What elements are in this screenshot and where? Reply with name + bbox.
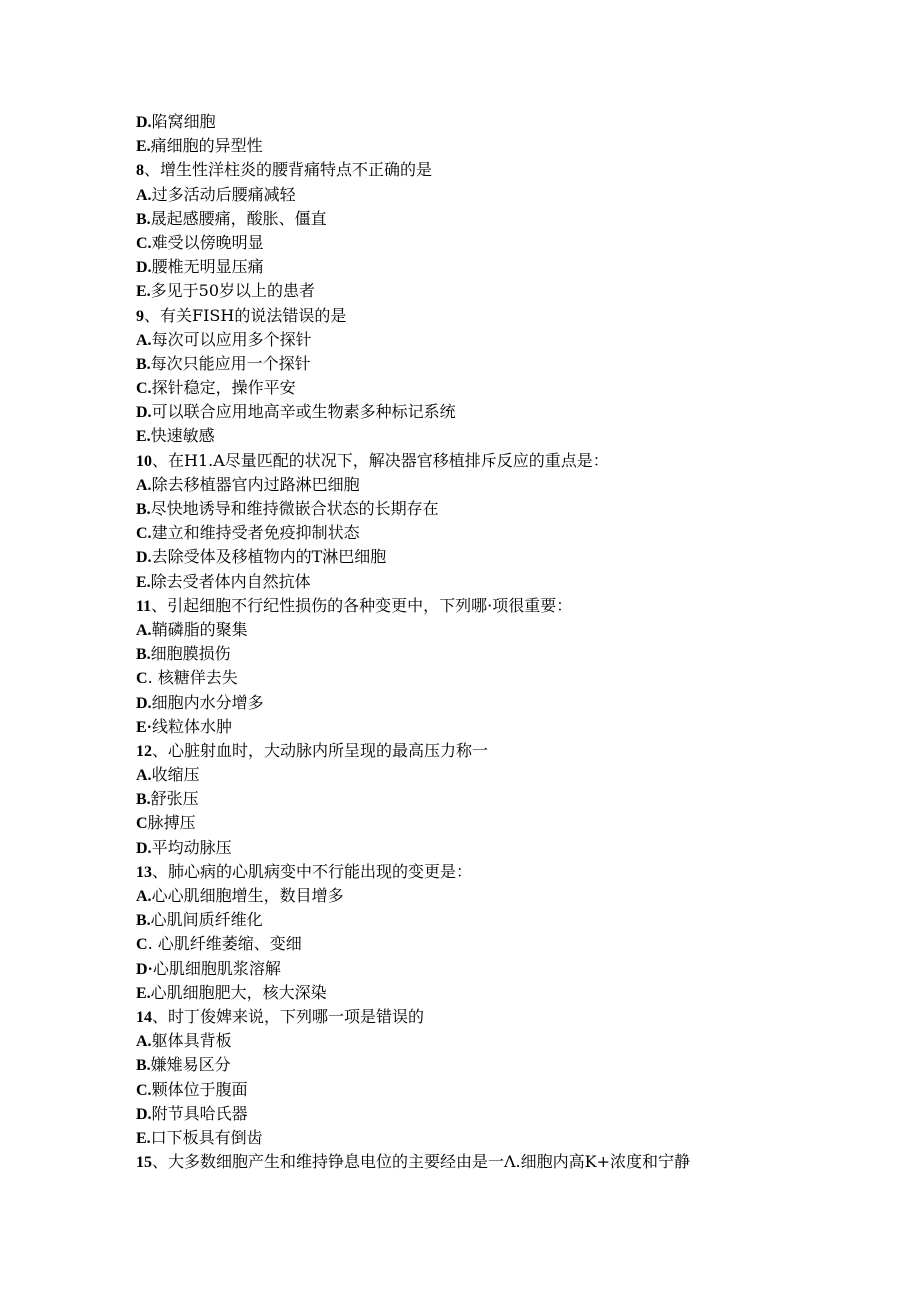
option-letter: C [136, 815, 148, 833]
option-letter: D. [136, 549, 152, 567]
option-letter: B. [136, 646, 151, 664]
question-stem [136, 860, 836, 884]
option-text: 建立和维持受者免疫抑制状态 [151, 523, 360, 543]
answer-option [136, 666, 836, 690]
option-letter: B. [136, 210, 151, 228]
question-number: 14 [136, 1008, 152, 1026]
answer-option [136, 691, 836, 715]
question-stem [136, 1150, 836, 1174]
answer-option [136, 424, 836, 448]
question-number: 12 [136, 742, 152, 760]
question-stem [136, 449, 836, 473]
question-stem [136, 304, 836, 328]
question-stem [136, 739, 836, 763]
option-letter: A. [136, 331, 152, 349]
option-text: 过多活动后腰痛减轻 [151, 184, 296, 204]
question-number: 9 [136, 307, 144, 325]
option-text: 嫌雉易区分 [150, 1055, 231, 1075]
option-letter: C. [136, 1081, 152, 1099]
answer-option [136, 618, 836, 642]
option-letter: D. [136, 114, 152, 131]
answer-option [136, 1029, 836, 1053]
question-text: 、肺心病的心肌病变中不行能出现的变更是： [152, 861, 473, 881]
question-list [136, 110, 836, 1174]
option-text: 去除受体及移植物内的T淋巴细胞 [151, 547, 387, 567]
question-stem [136, 1005, 836, 1029]
answer-option [136, 400, 836, 424]
answer-option [136, 836, 836, 860]
option-text: . 核糖佯去失 [147, 668, 238, 688]
answer-option [136, 570, 836, 594]
option-text: 除去受者体内自然抗体 [150, 571, 311, 591]
option-letter: C [136, 936, 148, 954]
question-number: 13 [136, 863, 152, 881]
answer-option [136, 255, 836, 279]
option-text: 每次可以应用多个探针 [151, 329, 312, 349]
option-text: 快速敏感 [150, 426, 215, 446]
answer-option [136, 279, 836, 303]
option-letter: D. [136, 839, 152, 857]
option-text: 探针稳定，操作平安 [151, 378, 296, 398]
answer-option [136, 497, 836, 521]
option-text: 平均动脉压 [151, 837, 232, 857]
answer-option [136, 1102, 836, 1126]
option-letter: E. [136, 283, 151, 301]
answer-option [136, 642, 836, 666]
answer-option [136, 376, 836, 400]
question-stem [136, 594, 836, 618]
question-text: 、有关FISH的说法错误的是 [144, 305, 347, 325]
answer-option [136, 787, 836, 811]
question-text: 、大多数细胞产生和维持铮息电位的主要经由是一Λ.细胞内高K+浓度和宁静 [152, 1152, 691, 1172]
question-text: 、引起细胞不行纪性损伤的各种变更中，下列哪·项很重要： [151, 595, 573, 615]
option-letter: D· [136, 960, 153, 978]
answer-option [136, 207, 836, 231]
question-text: 、时丁俊婢来说，下列哪一项是错误的 [152, 1006, 425, 1026]
option-text: . 心肌纤维萎缩、变细 [147, 934, 302, 954]
answer-option [136, 715, 836, 739]
answer-option [136, 908, 836, 932]
option-letter: A. [136, 186, 152, 204]
answer-option [136, 957, 836, 981]
option-text: 收缩压 [151, 765, 200, 785]
option-text: 尽快地诱导和维持微嵌合状态的长期存在 [150, 499, 439, 518]
option-letter: D. [136, 694, 152, 712]
option-letter: E. [136, 573, 151, 591]
option-text: 心肌细胞肌浆溶解 [152, 958, 281, 978]
answer-option [136, 183, 836, 207]
option-letter: E. [136, 984, 151, 1002]
option-letter: A. [136, 1033, 152, 1051]
option-text: 心肌细胞肥大，核大深染 [150, 982, 327, 1002]
option-text: 细胞内水分增多 [151, 692, 264, 712]
option-letter: D. [136, 404, 152, 422]
answer-option [136, 1078, 836, 1102]
option-letter: B. [136, 355, 151, 373]
option-letter: C. [136, 380, 152, 398]
option-letter: B. [136, 1057, 151, 1075]
option-letter: C. [136, 525, 152, 543]
option-text: 附节具哈氏器 [151, 1103, 248, 1123]
answer-option [136, 545, 836, 569]
option-letter: D. [136, 259, 152, 277]
option-text: 线粒体水肿 [152, 716, 233, 736]
option-letter: A. [136, 621, 152, 639]
question-text: 、增生性洋柱炎的腰背痛特点不正确的是 [144, 160, 433, 180]
answer-option [136, 1126, 836, 1150]
option-text: 颗体位于腹面 [151, 1079, 248, 1099]
option-letter: E. [136, 1129, 151, 1147]
answer-option [136, 231, 836, 255]
option-letter: B. [136, 791, 151, 809]
option-text: 心心肌细胞增生，数目增多 [151, 886, 344, 905]
question-text: 、在H1.A尽量匹配的状况下，解决器官移植排斥反应的重点是： [152, 450, 609, 470]
question-text: 、心脏射血时，大动脉内所呈现的最高压力称一 [152, 740, 489, 760]
answer-option [136, 981, 836, 1005]
question-number: 15 [136, 1154, 152, 1172]
option-text: 口下板具有倒齿 [150, 1127, 263, 1147]
answer-option [136, 328, 836, 352]
option-text: 细胞膜损伤 [150, 644, 231, 664]
option-text: 心肌间质纤维化 [150, 910, 263, 930]
question-stem [136, 158, 836, 182]
question-number: 8 [136, 162, 144, 180]
answer-option [136, 884, 836, 908]
option-text: 多见于50岁以上的患者 [150, 281, 316, 301]
option-letter: E· [136, 718, 153, 736]
option-letter: E. [136, 428, 151, 446]
answer-option [136, 763, 836, 787]
answer-option [136, 932, 836, 956]
option-letter: E. [136, 138, 151, 156]
option-letter: B. [136, 912, 151, 930]
option-letter: A. [136, 767, 152, 785]
option-letter: A. [136, 476, 152, 494]
option-letter: C [136, 670, 148, 688]
question-number: 10 [136, 452, 152, 470]
answer-option [136, 352, 836, 376]
option-text: 每次只能应用一个探针 [150, 353, 311, 373]
option-text: 除去移植器官内过路淋巴细胞 [151, 474, 360, 494]
question-number: 11 [136, 597, 152, 615]
option-text: 腰椎无明显压痛 [151, 257, 264, 277]
option-letter: B. [136, 501, 151, 518]
option-text: 陷窝细胞 [151, 112, 216, 131]
answer-option [136, 1053, 836, 1077]
answer-option [136, 134, 836, 158]
option-text: 可以联合应用地高辛或生物素多种标记系统 [151, 402, 456, 422]
answer-option [136, 110, 836, 134]
option-text: 痛细胞的异型性 [150, 136, 263, 156]
option-letter: A. [136, 888, 152, 905]
answer-option [136, 521, 836, 545]
option-text: 晟起感腰痛，酸胀、僵直 [150, 208, 327, 228]
option-letter: C. [136, 234, 152, 252]
option-text: 鞘磷脂的聚集 [151, 619, 248, 639]
answer-option [136, 473, 836, 497]
option-letter: D. [136, 1105, 152, 1123]
option-text: 躯体具背板 [151, 1031, 232, 1051]
answer-option [136, 811, 836, 835]
option-text: 脉搏压 [147, 813, 196, 833]
option-text: 难受以傍晚明显 [151, 232, 264, 252]
option-text: 舒张压 [150, 789, 199, 809]
